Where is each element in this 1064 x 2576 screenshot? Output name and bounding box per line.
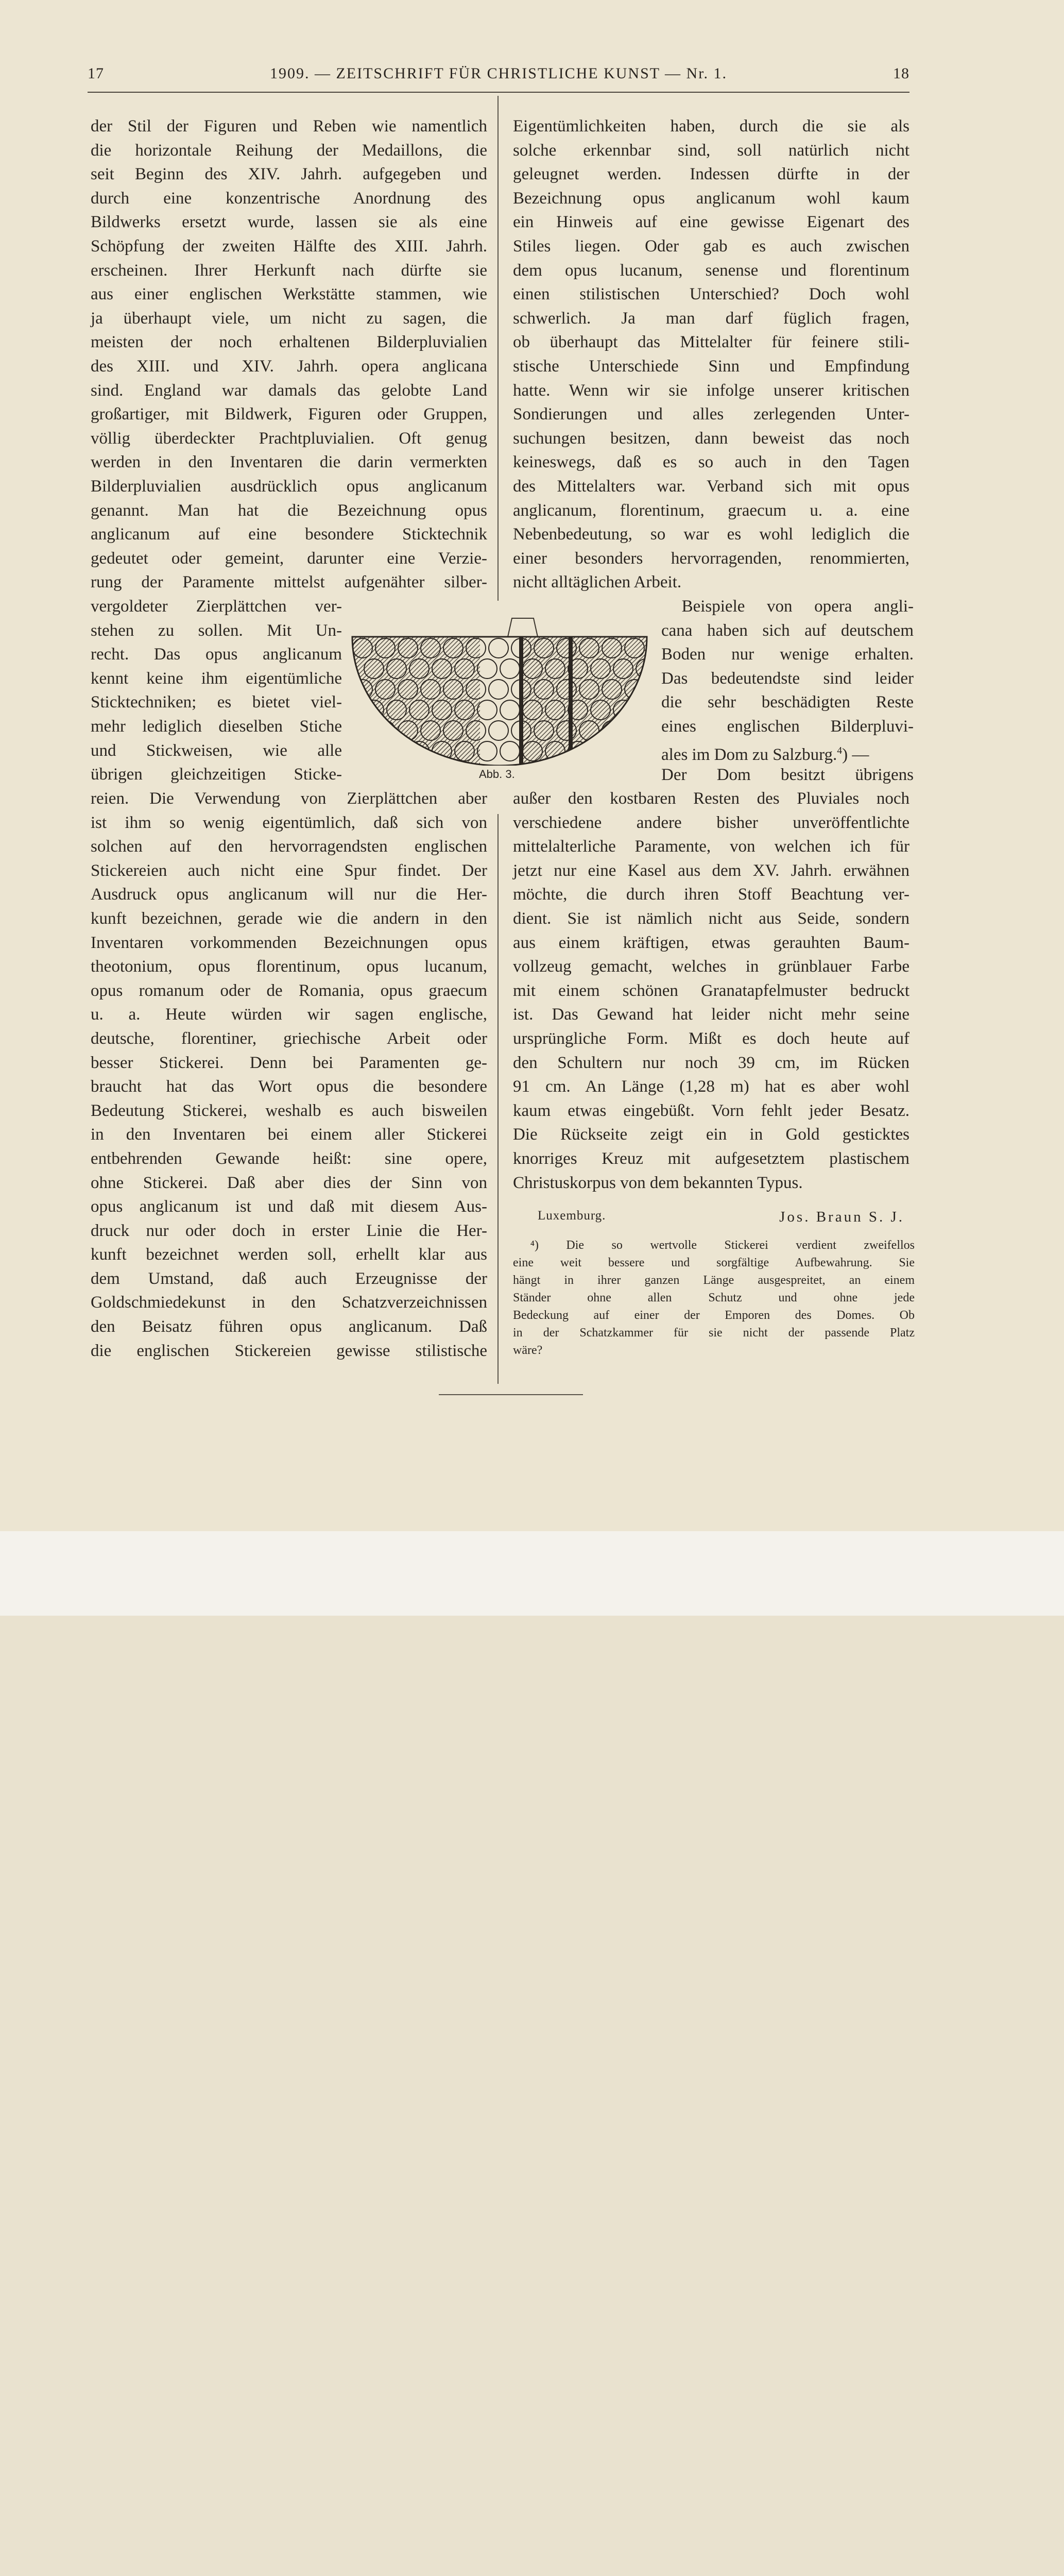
- dash: ) —: [842, 745, 869, 764]
- text-line: geleugnet werden. Indessen dürfte in der: [513, 165, 909, 184]
- medallion-circle: [387, 741, 406, 761]
- text-line: besser Stickerei. Denn bei Paramenten ge-: [91, 1053, 487, 1072]
- text-line: Bildwerks ersetzt wurde, lassen sie als eine: [91, 213, 487, 232]
- text-line: möchte, die durch ihren Stoff Beachtung ver-: [513, 885, 909, 904]
- text-line: recht. Das opus anglicanum: [91, 645, 342, 664]
- text-line: dient. Sie ist nämlich nicht aus Seide, sondern: [513, 909, 909, 928]
- text-line: deutsche, florentiner, griechische Arbeit oder: [91, 1029, 487, 1048]
- medallion-circle: [591, 741, 610, 761]
- running-header: [88, 65, 909, 88]
- text-line: den Schultern nur noch 39 cm, im Rücken: [513, 1053, 909, 1072]
- text-line: suchungen besitzen, dann beweist das noch: [513, 429, 909, 448]
- column-divider-bottom: [497, 814, 499, 1384]
- text-line: vollzeug gemacht, welches in grünblauer Farbe: [513, 957, 909, 976]
- journal-title: 1909. — ZEITSCHRIFT FÜR CHRISTLICHE KUNST — Nr. 1.: [269, 65, 728, 82]
- text-line: Der Dom besitzt übrigens: [661, 766, 914, 784]
- text-line: braucht hat das Wort opus die besondere: [91, 1077, 487, 1096]
- text-line: ohne Stickerei. Daß aber dies der Sinn von: [91, 1173, 487, 1192]
- text-line: dem opus lucanum, senense und florentinum: [513, 261, 909, 280]
- text-line: Sticktechniken; es bietet viel-: [91, 693, 342, 712]
- text-line: wäre?: [513, 1344, 543, 1357]
- digitization-footer: [0, 1531, 1064, 1616]
- column-divider-top: [497, 96, 499, 601]
- text-line: die horizontale Reihung der Medaillons, die: [91, 141, 487, 160]
- page-number-left: 17: [88, 65, 104, 82]
- text-line: aus einem kräftigen, etwas gerauhten Baum-: [513, 933, 909, 952]
- text-line: anglicanum, florentinum, graecum u. a. eine: [513, 501, 909, 520]
- text-line: knorriges Kreuz mit aufgesetztem plastischem: [513, 1149, 909, 1168]
- medallion-circle: [613, 741, 633, 761]
- left-column-top: [91, 114, 487, 595]
- text-line: Boden nur wenige erhalten.: [661, 645, 914, 664]
- text-line: die englischen Stickereien gewisse stilistische: [91, 1341, 487, 1360]
- signature-place: Luxemburg.: [538, 1209, 606, 1223]
- text-line: hatte. Wenn wir sie infolge unserer kritischen: [513, 381, 909, 400]
- text-line: großartiger, mit Bildwerk, Figuren oder Gruppen,: [91, 405, 487, 424]
- text-line: ⁴) Die so wertvolle Stickerei verdient zweifellos: [530, 1239, 915, 1252]
- medallion-circle: [375, 721, 395, 740]
- text-line: mit einem schönen Granatapfelmuster bedruckt: [513, 981, 909, 1000]
- text-line: der Stil der Figuren und Reben wie namentlich: [91, 117, 487, 135]
- text-line: reien. Die Verwendung von Zierplättchen aber: [91, 789, 487, 808]
- left-column-wrap: [91, 595, 342, 787]
- text-line: Goldschmiedekunst in den Schatzverzeichnissen: [91, 1293, 487, 1312]
- text-line: kunft bezeichnen, gerade wie die andern in den: [91, 909, 487, 928]
- medallion-circle: [353, 721, 372, 740]
- medallion-circle: [364, 741, 384, 761]
- text-line: cana haben sich auf deutschem: [661, 621, 914, 640]
- text-line: den Beisatz führen opus anglicanum. Daß: [91, 1317, 487, 1336]
- text-line: die sehr beschädigten Reste: [661, 693, 914, 712]
- right-column-wrap: [661, 595, 914, 767]
- text-line: dem Umstand, daß auch Erzeugnisse der: [91, 1269, 487, 1288]
- text-line: hängt in ihrer ganzen Länge ausgespreitet, an einem: [513, 1274, 915, 1287]
- text-line: Stickereien auch nicht eine Spur findet. Der: [91, 861, 487, 880]
- text-line: keineswegs, daß es so auch in den Tagen: [513, 453, 909, 472]
- text-line: des Mittelalters war. Verband sich mit opus: [513, 477, 909, 496]
- text-line: sind. England war damals das gelobte Land: [91, 381, 487, 400]
- text-line: Schöpfung der zweiten Hälfte des XIII. Jahrh.: [91, 236, 487, 256]
- text-line: in den Inventaren bei einem aller Stickerei: [91, 1125, 487, 1144]
- text-line: Stiles liegen. Oder gab es auch zwischen: [513, 236, 909, 256]
- text-line: Bedeutung Stickerei, weshalb es auch bisweilen: [91, 1101, 487, 1120]
- text-line: Ausdruck opus anglicanum will nur die Her-: [91, 885, 487, 904]
- text-line: eines englischen Bilderpluvi-: [661, 717, 914, 736]
- text-line: Eigentümlichkeiten haben, durch die sie als: [513, 117, 909, 135]
- text-line: anglicanum auf eine besondere Sticktechnik: [91, 525, 487, 544]
- text-line: solche erkennbar sind, soll natürlich nicht: [513, 141, 909, 160]
- text-line: druck nur oder doch in erster Linie die Her-: [91, 1221, 487, 1240]
- text-line: und Stickweisen, wie alle: [91, 741, 342, 760]
- text-line: 91 cm. An Länge (1,28 m) hat es aber wohl: [513, 1077, 909, 1096]
- header-rule: [88, 92, 909, 93]
- text-line: Beispiele von opera angli-: [681, 597, 914, 616]
- text-line: opus romanum oder de Romania, opus graecum: [91, 981, 487, 1000]
- left-column-bottom: [91, 787, 487, 1363]
- footnote: [513, 1236, 915, 1359]
- cope-embroidery-figure: [342, 616, 657, 766]
- text-line: werden in den Inventaren die darin vermerkten: [91, 453, 487, 472]
- text-line: durch eine konzentrische Anordnung des: [91, 189, 487, 208]
- text-line: aus einer englischen Werkstätte stammen, wie: [91, 285, 487, 304]
- medallion-circle: [636, 700, 656, 720]
- medallion-circle: [636, 741, 656, 761]
- text-line: Bezeichnung opus anglicanum wohl kaum: [513, 189, 909, 208]
- text-line: erscheinen. Ihrer Herkunft nach dürfte sie: [91, 261, 487, 280]
- text-line: seit Beginn des XIV. Jahrh. aufgegeben und: [91, 165, 487, 184]
- text-line: ob überhaupt das Mittelalter für feinere stili-: [513, 333, 909, 352]
- right-wrap-tail-line: [661, 763, 914, 787]
- text-line: theotonium, opus florentinum, opus lucanum,: [91, 957, 487, 976]
- signature-author: Jos. Braun S. J.: [779, 1209, 904, 1225]
- right-column-bottom: [513, 787, 909, 1195]
- text-line: des XIII. und XIV. Jahrh. opera anglicana: [91, 357, 487, 376]
- figure-caption: Abb. 3.: [479, 768, 515, 781]
- footnote-reference: 4: [837, 744, 843, 756]
- text-line: solchen auf den hervorragendsten englischen: [91, 837, 487, 856]
- text-line: opus anglicanum ist und daß mit diesem Aus-: [91, 1197, 487, 1216]
- text-line: nicht alltäglichen Arbeit.: [513, 573, 682, 592]
- text-line: Das bedeutendste sind leider: [661, 669, 914, 688]
- text-line: Ständer ohne allen Schutz und ohne jede: [513, 1291, 915, 1304]
- text-line: Die Rückseite zeigt ein in Gold gesticktes: [513, 1125, 909, 1144]
- text-line: eine weit bessere und sorgfältige Aufbewahrung. Sie: [513, 1256, 915, 1269]
- text-line: mehr lediglich dieselben Stiche: [91, 717, 342, 736]
- text-line: völlig überdeckter Prachtpluvialien. Oft genug: [91, 429, 487, 448]
- text-line: Bilderpluvialien ausdrücklich opus anglicanum: [91, 477, 487, 496]
- text-line: u. a. Heute würden wir sagen englische,: [91, 1005, 487, 1024]
- text-line: Bedeckung auf einer der Emporen des Domes. Ob: [513, 1309, 915, 1322]
- text-line: übrigen gleichzeitigen Sticke-: [91, 765, 342, 784]
- text-line: ales im Dom zu Salzburg.$^4$) —: [661, 744, 869, 764]
- medallion-circle: [625, 721, 644, 740]
- text-line: Sondierungen und alles zerlegenden Unter-: [513, 405, 909, 424]
- text-line: genannt. Man hat die Bezeichnung opus: [91, 501, 487, 520]
- text-line: stehen zu sollen. Mit Un-: [91, 621, 342, 640]
- text-line: ist. Das Gewand hat leider nicht mehr seine: [513, 1005, 909, 1024]
- text-line: ist ihm so wenig eigentümlich, daß sich von: [91, 813, 487, 832]
- medallion-circle: [602, 721, 622, 740]
- right-column-top: [513, 114, 909, 595]
- text-line: stische Unterschiede Sinn und Empfindung: [513, 357, 909, 376]
- text-line: ursprüngliche Form. Mißt es doch heute auf: [513, 1029, 909, 1048]
- text-line: jetzt nur eine Kasel aus dem XV. Jahrh. erwähnen: [513, 861, 909, 880]
- text-line: außer den kostbaren Resten des Pluviales noch: [513, 789, 909, 808]
- text-line: schwerlich. Ja man darf füglich fragen,: [513, 309, 909, 328]
- text-line: Christuskorpus von dem bekannten Typus.: [513, 1173, 803, 1192]
- text-line: kennt keine ihm eigentümliche: [91, 669, 342, 688]
- text-line: verschiedene andere bisher unveröffentlichte: [513, 813, 909, 832]
- text-line: Nebenbedeutung, so war es wohl lediglich die: [513, 525, 909, 544]
- text-line: einer besonders hervorragenden, renommierten,: [513, 549, 909, 568]
- text-line: rung der Paramente mittelst aufgenähter silber-: [91, 573, 487, 592]
- text-line: mittelalterliche Paramente, von welchen ich für: [513, 837, 909, 856]
- text-line: in der Schatzkammer für sie nicht der passende Platz: [513, 1326, 915, 1340]
- text-line: gedeutet oder gemeint, darunter eine Verzie-: [91, 549, 487, 568]
- end-rule: [439, 1394, 583, 1395]
- page-number-right: 18: [893, 65, 909, 82]
- text-line: meisten der noch erhaltenen Bilderpluvialien: [91, 333, 487, 352]
- text-line: entbehrenden Gewande heißt: sine opere,: [91, 1149, 487, 1168]
- text-line: ja überhaupt viele, um nicht zu sagen, die: [91, 309, 487, 328]
- text-line: einen stilistischen Unterschied? Doch wohl: [513, 285, 909, 304]
- text-line: Inventaren vorkommenden Bezeichnungen opus: [91, 933, 487, 952]
- text-line: kunft bezeichnet werden soll, erhellt klar aus: [91, 1245, 487, 1264]
- text-line: kaum etwas eingebüßt. Vorn fehlt jeder Besatz.: [513, 1101, 909, 1120]
- text-line: ein Hinweis auf eine gewisse Eigenart des: [513, 213, 909, 232]
- text-line: vergoldeter Zierplättchen ver-: [91, 597, 342, 616]
